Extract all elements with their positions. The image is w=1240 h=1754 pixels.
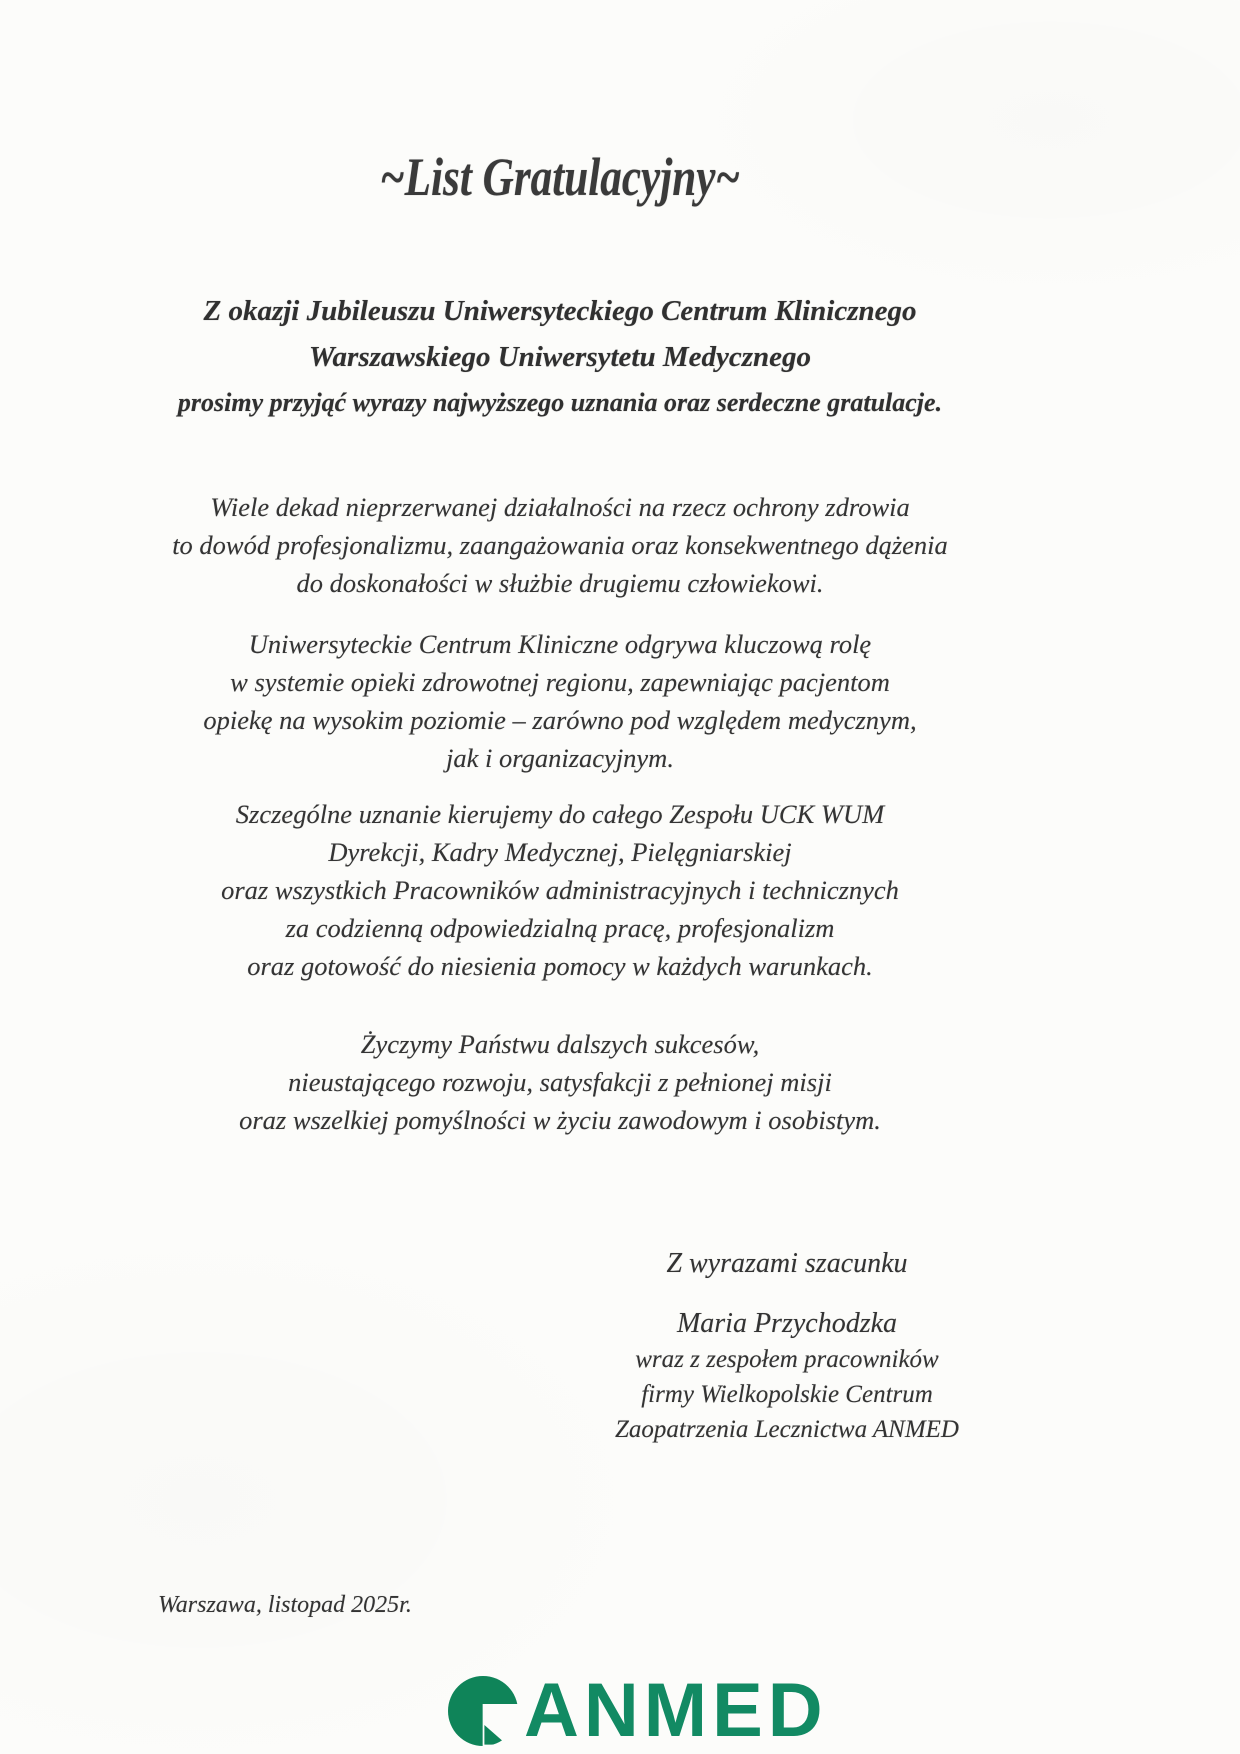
paragraph-line: jak i organizacyjnym. xyxy=(446,743,674,773)
paragraph-line: Dyrekcji, Kadry Medycznej, Pielęgniarskiej xyxy=(328,837,792,867)
paragraph-line: w systemie opieki zdrowotnej regionu, zapewniając pacjentom xyxy=(230,667,890,697)
paragraph-line: nieustającego rozwoju, satysfakcji z pełnionej misji xyxy=(288,1067,832,1097)
letter-title xyxy=(0,146,1120,208)
anmed-logo-text: ANMED xyxy=(524,1668,828,1753)
paragraph-line: oraz wszystkich Pracowników administracyjnych i technicznych xyxy=(221,875,899,905)
paragraph-line: to dowód profesjonalizmu, zaangażowania oraz konsekwentnego dążenia xyxy=(172,530,948,560)
letter-title-text: ~List Gratulacyjny~ xyxy=(379,147,741,207)
paragraph-line: do doskonałości w służbie drugiemu człowiekowi. xyxy=(296,568,824,598)
anmed-logo-mark-icon xyxy=(448,1676,518,1746)
paragraph-line: Wiele dekad nieprzerwanej działalności na rzecz ochrony zdrowia xyxy=(210,492,910,522)
intro-line: Warszawskiego Uniwersytetu Medycznego xyxy=(308,341,812,373)
paragraph xyxy=(0,488,1120,602)
anmed-logo xyxy=(448,1668,828,1753)
closing-block xyxy=(537,1248,1037,1447)
paragraph-line: Szczególne uznanie kierujemy do całego Zespołu UCK WUM xyxy=(235,799,885,829)
paragraph-line: oraz gotowość do niesienia pomocy w każdych warunkach. xyxy=(247,951,873,981)
paragraph-line: Życzymy Państwu dalszych sukcesów, xyxy=(360,1029,760,1059)
signature-name: Maria Przychodzka xyxy=(676,1308,898,1339)
paragraph-line: Uniwersyteckie Centrum Kliniczne odgrywa kluczową rolę xyxy=(248,629,872,659)
signature-line: firmy Wielkopolskie Centrum xyxy=(641,1381,933,1408)
closing-phrase: Z wyrazami szacunku xyxy=(666,1248,908,1279)
intro-block xyxy=(0,288,1120,426)
paragraph-line: za codzienną odpowiedzialną pracę, profesjonalizm xyxy=(285,913,835,943)
date-line: Warszawa, listopad 2025r. xyxy=(158,1592,412,1618)
paragraph xyxy=(0,795,1120,985)
signature-line: wraz z zespołem pracowników xyxy=(635,1346,939,1373)
paragraph xyxy=(0,1025,1120,1139)
paragraph xyxy=(0,625,1120,777)
paragraph-line: opiekę na wysokim poziomie – zarówno pod względem medycznym, xyxy=(203,705,917,735)
signature-line: Zaopatrzenia Lecznictwa ANMED xyxy=(615,1416,959,1443)
intro-line: prosimy przyjąć wyrazy najwyższego uznania oraz serdeczne gratulacje. xyxy=(177,388,943,417)
intro-line: Z okazji Jubileuszu Uniwersyteckiego Centrum Klinicznego xyxy=(203,295,917,327)
paragraph-line: oraz wszelkiej pomyślności w życiu zawodowym i osobistym. xyxy=(239,1105,881,1135)
